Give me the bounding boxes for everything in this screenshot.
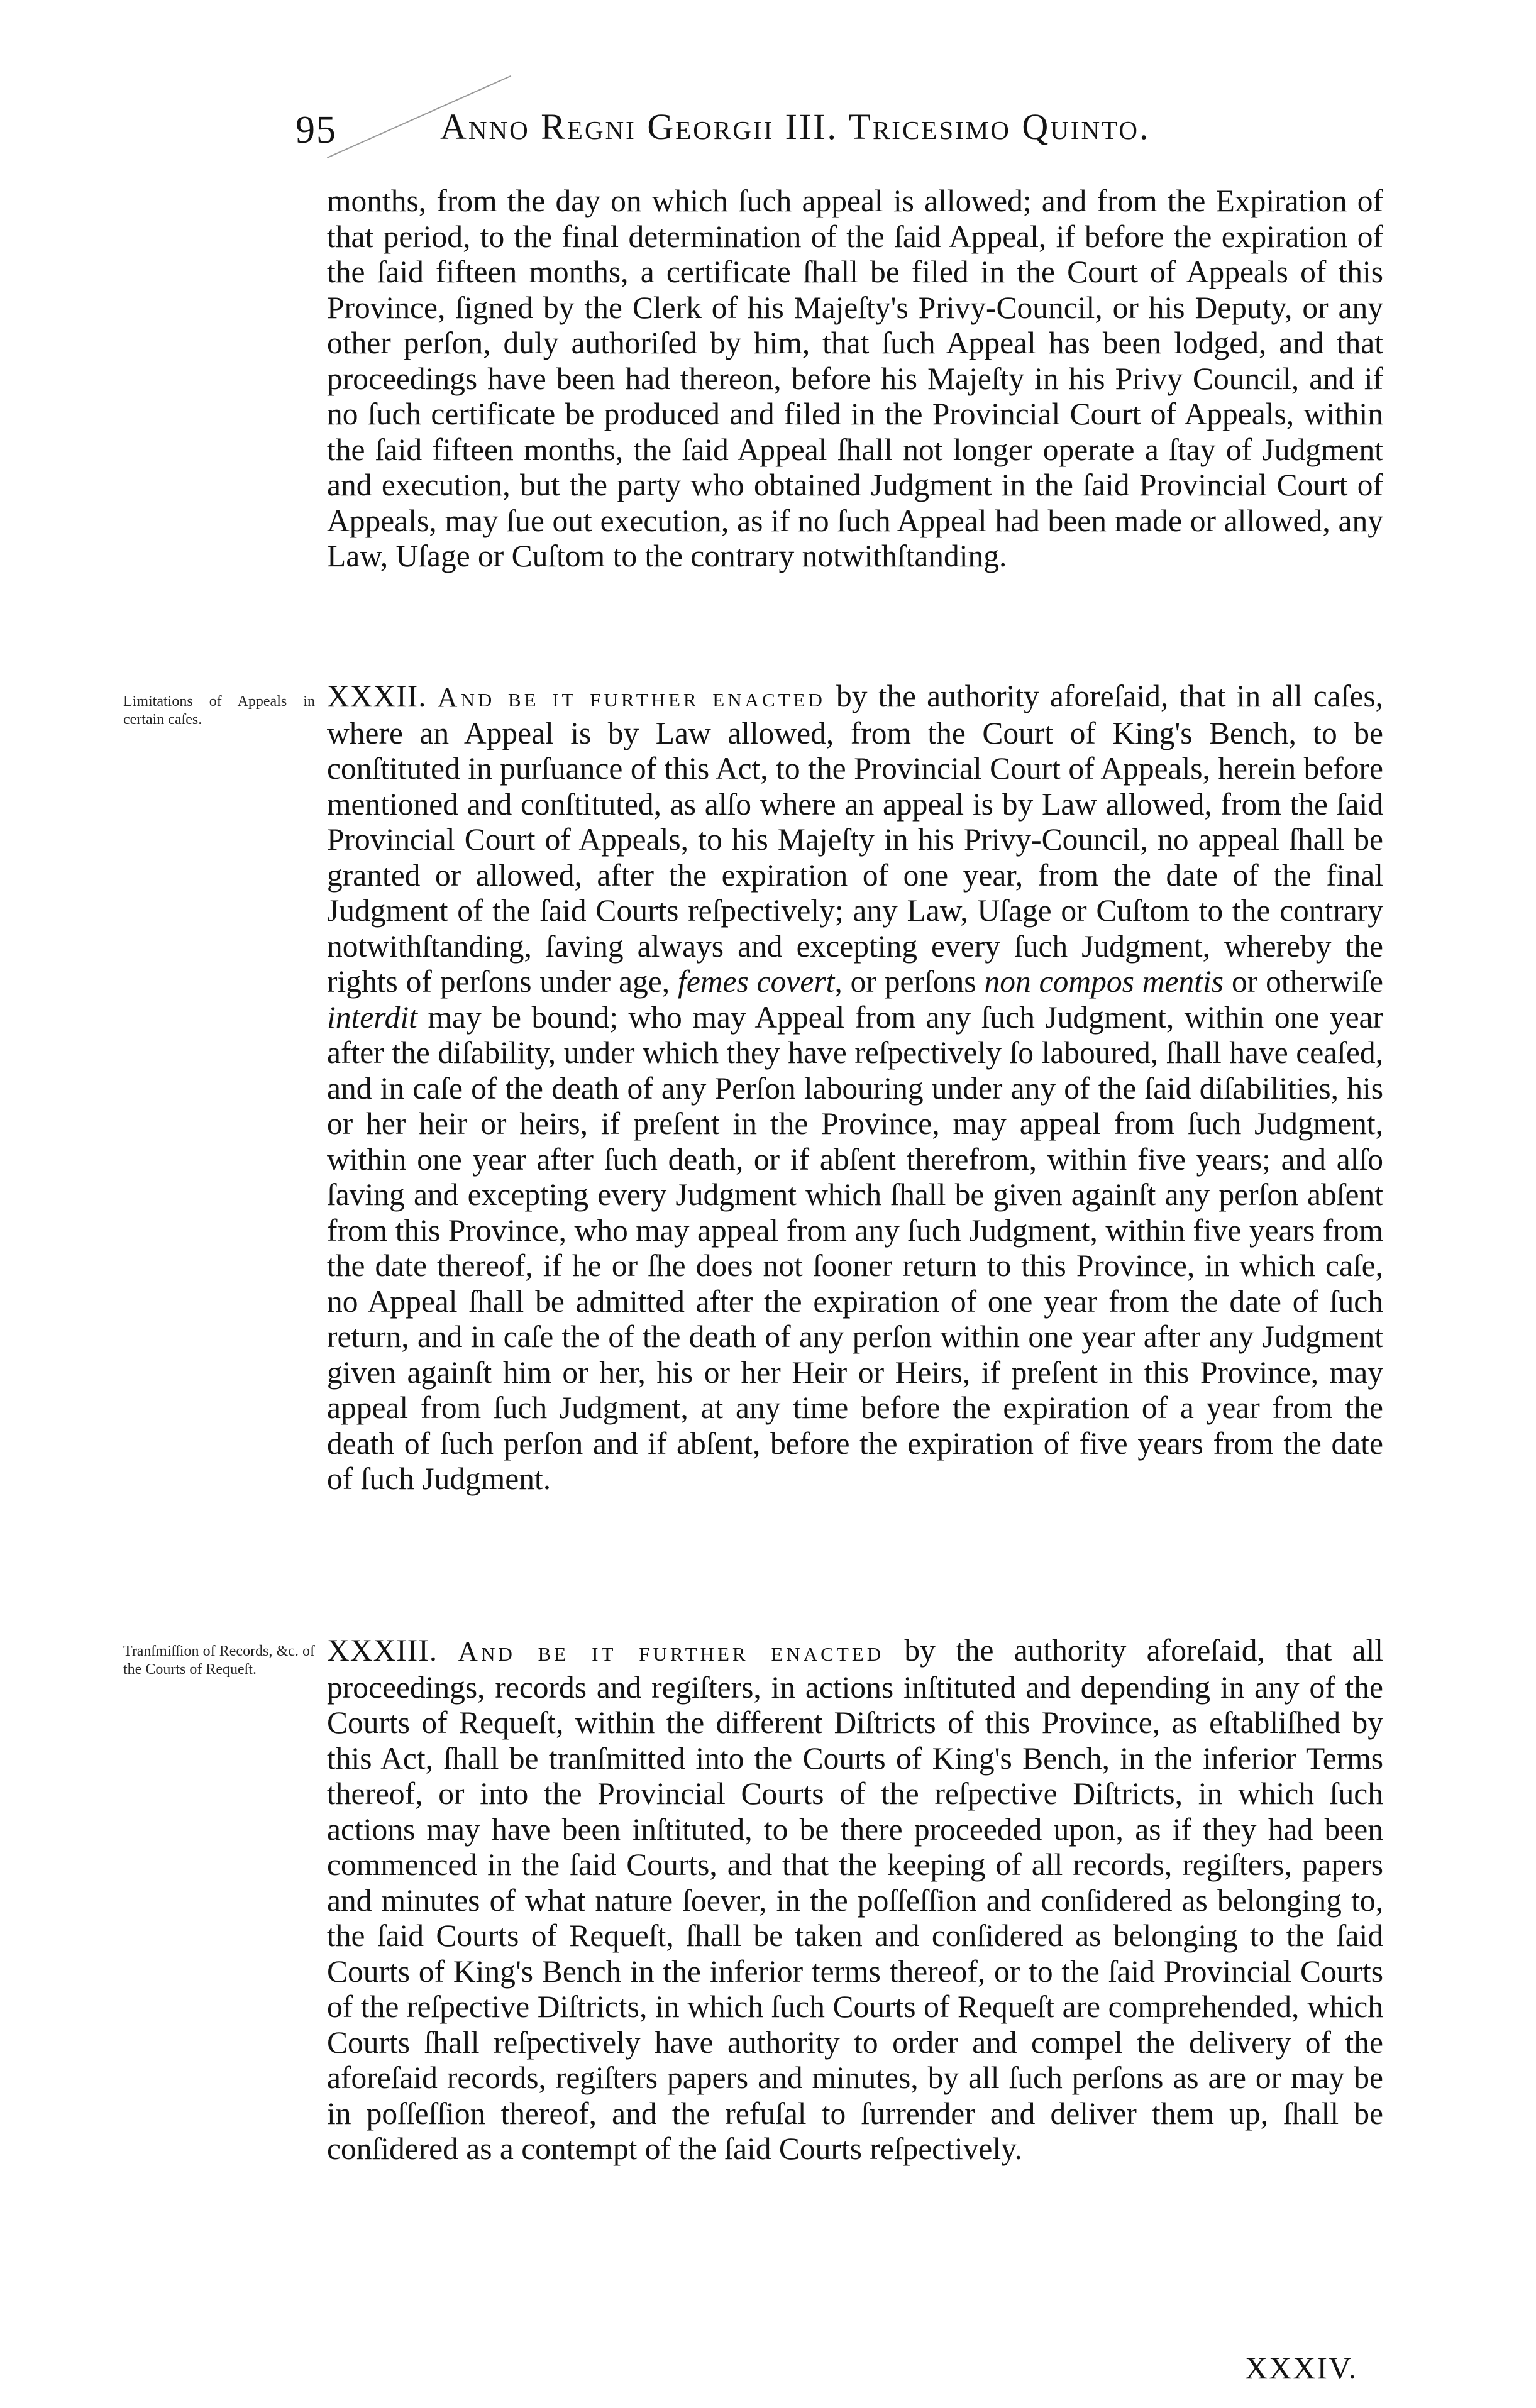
continued-paragraph: months, from the day on which ſuch appeal is allowed; and from the Expiration of that period, to the final determination of the ſaid Appeal, if before the expiration of the ſaid fifteen months, a certificate ſhall be filed in the Court of Appeals of this Province, ſigned by the Clerk of his Majeſty's Privy-Council, or his Deputy, or any other perſon, duly authoriſed by him, that ſuch Appeal has been lodged, and that proceedings have been had thereon, before his Majeſty in his Privy Council, and if no ſuch certificate be produced and filed in the Provincial Court of Appeals, within the ſaid fifteen months, the ſaid Appeal ſhall not longer operate a ſtay of Judgment and execution, but the party who obtained Judgment in the ſaid Provincial Court of Appeals, may ſue out execution, as if no ſuch Appeal had been made or allowed, any Law, Uſage or Cuſtom to the contrary notwithſtanding.: [327, 184, 1383, 573]
page-number: 95: [296, 109, 337, 151]
margin-note-section-xxxii: Limitations of Appeals in certain caſes.: [123, 693, 315, 728]
section-xxxii: [327, 679, 1383, 1497]
latin-phrase: femes covert,: [678, 964, 843, 999]
latin-phrase: interdit: [327, 999, 417, 1035]
section-text: or otherwiſe: [1231, 964, 1384, 999]
section-number: XXXII.: [327, 679, 427, 713]
section-text: or perſons: [850, 964, 976, 999]
enacting-clause: And be it further enacted: [437, 682, 826, 713]
section-xxxiii: [327, 1633, 1383, 2167]
latin-phrase: non compos mentis: [984, 964, 1224, 999]
margin-note-section-xxxiii: Tranſmiſſion of Records, &c. of the Courts of Requeſt.: [123, 1643, 315, 1678]
section-text: may be bound; who may Appeal from any ſuch Judgment, within one year after the diſability, under which they have reſpectively ſo laboured, ſhall have ceaſed, and in caſe of the death of any Perſon labouring under any of the ſaid diſabilities, his or her heir or heirs, if preſent in the Province, may appeal from ſuch Judgment, within one year after ſuch death, or if abſent therefrom, within five years; and alſo ſaving and excepting every Judgment which ſhall be given againſt any perſon abſent from this Province, who may appeal from any ſuch Judgment, within five years from the date thereof, if he or ſhe does not ſooner return to this Province, in which caſe, no Appeal ſhall be admitted after the expiration of one year from the date of ſuch return, and in caſe the of the death of any perſon within one year after any Judgment given againſt him or her, his or her Heir or Heirs, if preſent in this Province, may appeal from ſuch Judgment, at any time before the expiration of a year from the death of ſuch perſon and if abſent, before the expiration of five years from the date of ſuch Judgment.: [327, 999, 1384, 1496]
section-text: by the authority aforeſaid, that all proceedings, records and regiſters, in actions inſtituted and depending in any of the Courts of Requeſt, within the different Diſtricts of this Province, as eſtabliſhed by this Act, ſhall be tranſmitted into the Courts of King's Bench, in the inferior Terms thereof, or into the Provincial Courts of the reſpective Diſtricts, in which ſuch actions may have been inſtituted, to be there proceeded upon, as if they had been commenced in the ſaid Courts, and that the keeping of all records, regiſters, papers and minutes of what nature ſoever, in the poſſeſſion and conſidered as belonging to, the ſaid Courts of Requeſt, ſhall be taken and conſidered as belonging to the ſaid Courts of King's Bench in the inferior terms thereof, or to the ſaid Provincial Courts of the reſpective Diſtricts, in which ſuch Courts of Requeſt are comprehended, which Courts ſhall reſpectively have authority to order and compel the delivery of the aforeſaid records, regiſters papers and minutes, by all ſuch perſons as are or may be in poſſeſſion thereof, and the refuſal to ſurrender and deliver them up, ſhall be conſidered as a contempt of the ſaid Courts reſpectively.: [327, 1633, 1384, 2166]
catchword: XXXIV.: [1245, 2350, 1358, 2385]
section-text: by the authority aforeſaid, that in all caſes, where an Appeal is by Law allowed, from the Court of King's Bench, to be conſtituted in purſuance of this Act, to the Provincial Court of Appeals, herein before mentioned and conſtituted, as alſo where an appeal is by Law allowed, from the ſaid Provincial Court of Appeals, to his Majeſty in his Privy-Council, no appeal ſhall be granted or allowed, after the expiration of one year, from the date of the final Judgment of the ſaid Courts reſpectively; any Law, Uſage or Cuſtom to the contrary notwithſtanding, ſaving always and excepting every ſuch Judgment, whereby the rights of perſons under age,: [327, 679, 1384, 999]
running-head: Anno Regni Georgii III. Tricesimo Quinto.: [440, 106, 1151, 147]
enacting-clause: And be it further enacted: [458, 1636, 885, 1667]
section-number: XXXIII.: [327, 1633, 438, 1668]
